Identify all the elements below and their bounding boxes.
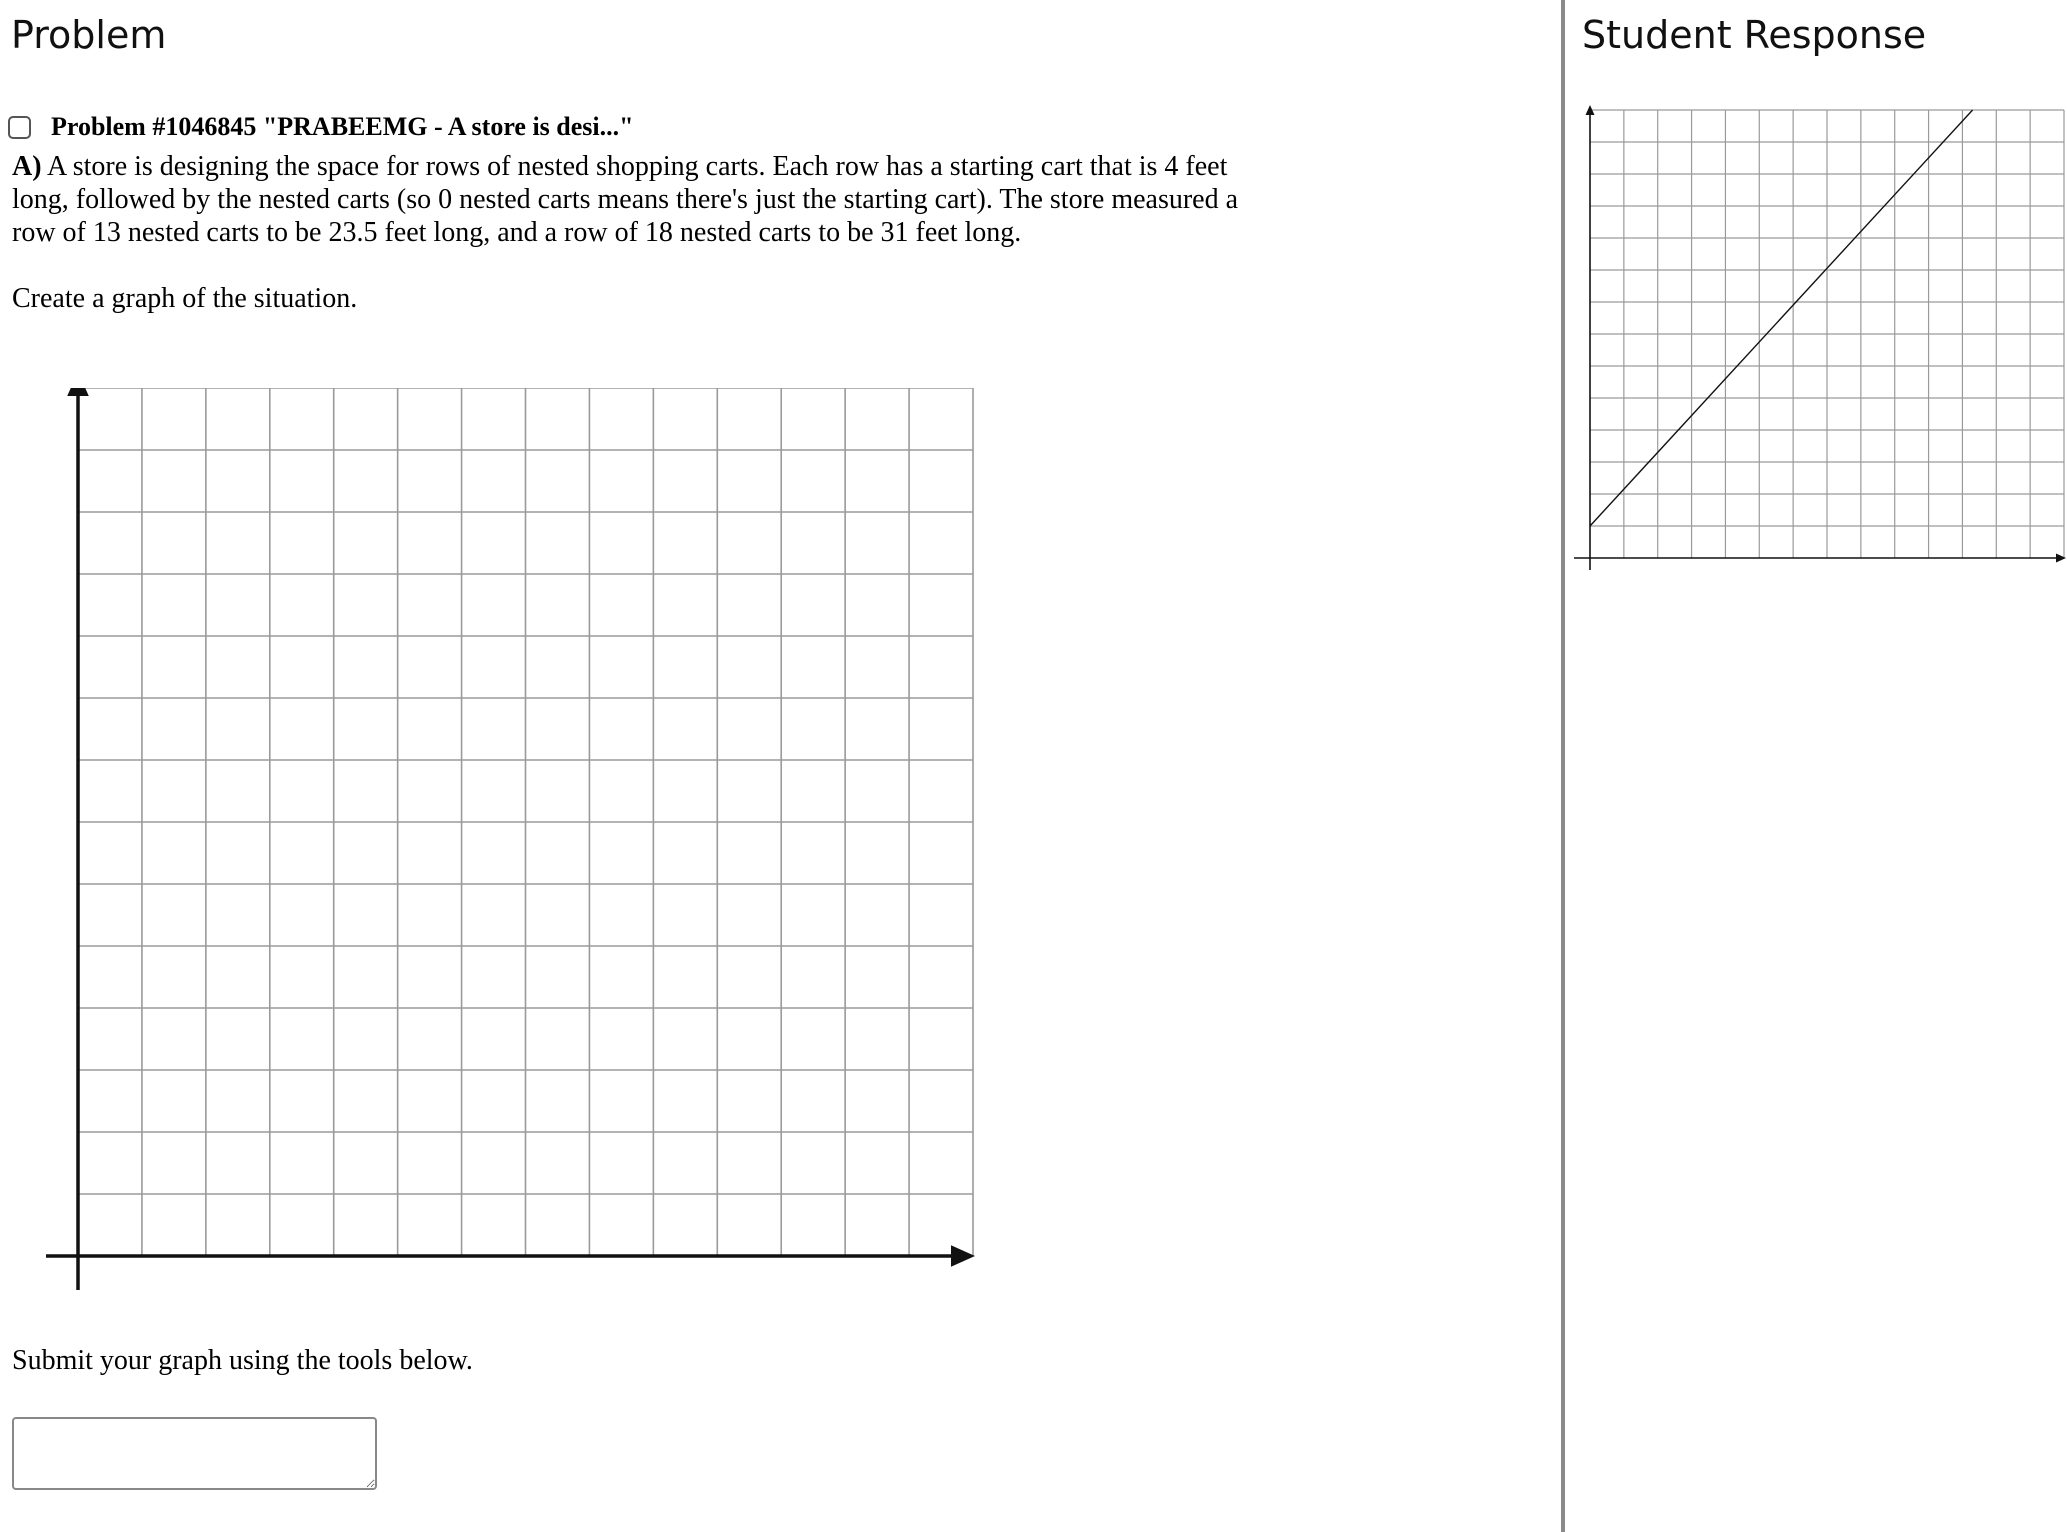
problem-graph [40, 388, 990, 1300]
problem-select-checkbox[interactable] [8, 116, 31, 139]
problem-body [12, 150, 1272, 315]
question-text [12, 150, 1272, 249]
question-body: A store is designing the space for rows of nested shopping carts. Each row has a starting cart that is 4 feet long, followed by the nested carts (so 0 nested carts means there's just the starting cart). The store measured a row of 13 nested carts to be 23.5 feet long, and a row of 18 nested carts to be 31 feet long. [12, 151, 1239, 248]
problem-panel-title: Problem [11, 13, 167, 57]
part-label: A) [12, 151, 42, 182]
problem-heading: Problem #1046845 "PRABEEMG - A store is desi..." [51, 112, 634, 141]
answer-input[interactable] [12, 1417, 377, 1490]
prompt-text: Create a graph of the situation. [12, 283, 358, 314]
series-line [1590, 110, 1973, 526]
problem-header [8, 112, 634, 142]
y-axis-arrow [67, 388, 89, 396]
x-axis-arrow [951, 1245, 975, 1267]
submit-instructions: Submit your graph using the tools below. [12, 1345, 473, 1376]
student-response-graph [1570, 95, 2067, 575]
panel-divider [1561, 0, 1565, 1532]
response-panel-title: Student Response [1582, 13, 1927, 57]
